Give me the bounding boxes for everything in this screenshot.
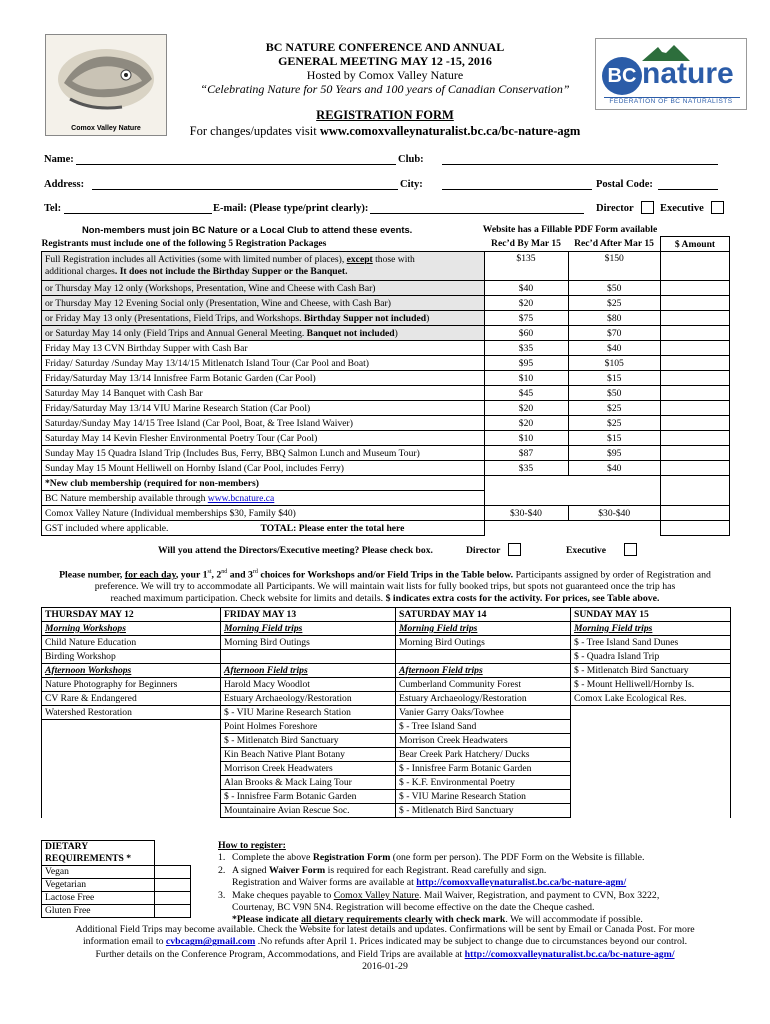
row-description: Friday/ Saturday /Sunday May 13/14/15 Mitlenatch Island Tour (Car Pool and Boat) [42, 356, 485, 371]
schedule-row [42, 804, 731, 818]
director-checkbox[interactable] [641, 201, 654, 214]
tagline: “Celebrating Nature for 50 Years and 100 years of Canadian Conservation” [200, 82, 570, 96]
schedule-section-heading: Morning Workshops [42, 622, 221, 636]
schedule-activity[interactable]: Bear Creek Park Hatchery/ Ducks [396, 748, 571, 762]
schedule-activity[interactable]: $ - VIU Marine Research Station [396, 790, 571, 804]
col-amount: $ Amount [661, 237, 730, 252]
schedule-activity[interactable]: Nature Photography for Beginners [42, 678, 221, 692]
price-after-mar15: $40 [568, 341, 661, 356]
bcnature-link[interactable]: www.bcnature.ca [207, 492, 275, 504]
price-by-mar15: $60 [484, 326, 568, 341]
full-registration-desc: Full Registration includes all Activities (some with limited number of places), except those with additional charges. It does not include the Birthday Supper or the Banquet. [42, 252, 485, 281]
cvn-price-after: $30-$40 [568, 506, 661, 521]
schedule-activity [571, 776, 731, 790]
price-after-mar15: $25 [568, 401, 661, 416]
address-label: Address: [44, 179, 85, 190]
price-after-mar15: $80 [568, 311, 661, 326]
price-after-mar15: $70 [568, 326, 661, 341]
tel-label: Tel: [44, 203, 62, 214]
registration-row [42, 401, 730, 416]
schedule-row [42, 762, 731, 776]
schedule-activity[interactable]: Mountainaire Avian Rescue Soc. [221, 804, 396, 818]
price-after-mar15: $25 [568, 296, 661, 311]
fillable-note: Website has a Fillable PDF Form available [482, 224, 658, 235]
row-description: Saturday May 14 Banquet with Cash Bar [42, 386, 485, 401]
amount-cell[interactable] [661, 446, 730, 461]
gst-row: GST included where applicable. TOTAL: Please enter the total here [42, 521, 485, 536]
price-by-mar15: $87 [484, 446, 568, 461]
address-field[interactable] [92, 189, 398, 190]
price-by-mar15: $40 [484, 281, 568, 296]
schedule-activity[interactable]: $ - Mitlenatch Bird Sanctuary [396, 804, 571, 818]
schedule-row [42, 636, 731, 650]
schedule-row [42, 776, 731, 790]
row-description: Friday/Saturday May 13/14 Innisfree Farm Botanic Garden (Car Pool) [42, 371, 485, 386]
schedule-activity [42, 720, 221, 734]
registration-row [42, 416, 730, 431]
amount-cell[interactable] [661, 311, 730, 326]
registration-table [41, 236, 730, 536]
friday-header: FRIDAY MAY 13 [221, 608, 396, 622]
host-line: Hosted by Comox Valley Nature [306, 68, 464, 82]
price-after-mar15: $50 [568, 281, 661, 296]
how-to-register [218, 840, 738, 927]
executive-label: Executive [660, 203, 704, 214]
nature-wordmark: nature [642, 57, 734, 90]
schedule-activity [571, 790, 731, 804]
schedule-section-heading: Afternoon Workshops [42, 664, 221, 678]
row-description: Sunday May 15 Quadra Island Trip (Includes Bus, Ferry, BBQ Salmon Lunch and Museum Tour) [42, 446, 485, 461]
schedule-activity[interactable]: $ - Mount Helliwell/Hornby Is. [571, 678, 731, 692]
registration-row [42, 356, 730, 371]
diet-vegan: Vegan [42, 866, 155, 879]
amount-cell[interactable] [661, 326, 730, 341]
schedule-section-heading: Morning Field trips [221, 622, 396, 636]
schedule-activity[interactable]: Watershed Restoration [42, 706, 221, 720]
membership-row: BC Nature membership available through www.bcnature.ca [42, 491, 485, 506]
schedule-activity[interactable]: Morrison Creek Headwaters [221, 762, 396, 776]
schedule-row [42, 706, 731, 720]
amount-cell[interactable] [661, 431, 730, 446]
executive-q-checkbox[interactable] [624, 543, 637, 556]
register-title: How to register: [218, 840, 286, 851]
registration-row [42, 311, 730, 326]
schedule-activity[interactable]: Birding Workshop [42, 650, 221, 664]
price-after-mar15: $25 [568, 416, 661, 431]
postal-label: Postal Code: [596, 179, 653, 190]
logo-caption: Comox Valley Nature [71, 125, 141, 132]
schedule-activity[interactable]: $ - K.F. Environmental Poetry [396, 776, 571, 790]
registration-row [42, 341, 730, 356]
schedule-section-heading: Morning Field trips [396, 622, 571, 636]
schedule-section-heading: Afternoon Field trips [396, 664, 571, 678]
price-by-mar15: $45 [484, 386, 568, 401]
step-2: 2. A signed Waiver Form is required for each Registrant. Read carefully and sign. [218, 864, 547, 876]
dietary-table [41, 840, 191, 918]
schedule-activity[interactable]: $ - Quadra Island Trip [571, 650, 731, 664]
schedule-activity[interactable]: CV Rare & Endangered [42, 692, 221, 706]
step-3: 3. Make cheques payable to Comox Valley Nature. Mail Waiver, Registration, and payment to CVN, Box 3222, [218, 889, 660, 901]
diet-checkbox[interactable] [154, 866, 191, 879]
schedule-activity[interactable]: Kin Beach Native Plant Botany [221, 748, 396, 762]
price-by-mar15: $75 [484, 311, 568, 326]
registration-row [42, 461, 730, 476]
email-link[interactable]: cvbcagm@gmail.com [165, 936, 256, 948]
schedule-row [42, 622, 731, 636]
executive-q-label: Executive [566, 545, 606, 556]
price-after-mar15: $95 [568, 446, 661, 461]
schedule-activity[interactable]: Morrison Creek Headwaters [396, 734, 571, 748]
changes-prefix: For changes/updates visit [189, 124, 320, 138]
director-label: Director [596, 203, 634, 214]
name-field[interactable] [76, 164, 396, 165]
step-1: 1. Complete the above Registration Form (one form per person). The PDF Form on the Website is fillable. [218, 852, 645, 864]
amount-cell[interactable] [661, 461, 730, 476]
schedule-table [41, 607, 731, 818]
thursday-header: THURSDAY MAY 12 [42, 608, 221, 622]
schedule-row [42, 790, 731, 804]
schedule-activity[interactable]: Child Nature Education [42, 636, 221, 650]
row-description: Saturday May 14 Kevin Flesher Environmental Poetry Tour (Car Pool) [42, 431, 485, 446]
conference-title-line1: BC NATURE CONFERENCE AND ANNUAL [265, 40, 505, 54]
city-label: City: [400, 179, 423, 190]
schedule-activity[interactable]: Comox Lake Ecological Res. [571, 692, 731, 706]
new-club-row: *New club membership (required for non-members) [42, 476, 485, 491]
amount-cell[interactable] [661, 416, 730, 431]
schedule-activity[interactable]: Morning Bird Outings [221, 636, 396, 650]
footer [30, 924, 740, 974]
schedule-row [42, 748, 731, 762]
footer-line1: Additional Field Trips may become available. Check the Website for latest details and updates. Confirmations will be sent by Email or Canada Post. For more [75, 924, 695, 935]
price-after-mar15: $50 [568, 386, 661, 401]
row-description: Friday/Saturday May 13/14 VIU Marine Research Station (Car Pool) [42, 401, 485, 416]
price-by-mar15: $95 [484, 356, 568, 371]
schedule-section-heading: Afternoon Field trips [221, 664, 396, 678]
conference-title-line2: GENERAL MEETING MAY 12 -15, 2016 [278, 54, 492, 68]
comox-valley-nature-logo [45, 34, 167, 136]
tel-field[interactable] [64, 213, 212, 214]
changes-url[interactable]: www.comoxvalleynaturalist.bc.ca/bc-nature-agm [319, 124, 581, 138]
director-q-label: Director [466, 545, 501, 556]
price-by-mar15: $10 [484, 431, 568, 446]
saturday-header: SATURDAY MAY 14 [396, 608, 571, 622]
dietary-note: *Please indicate all dietary requirements clearly with check mark. We will accommodate if possible. [232, 914, 643, 926]
schedule-activity [571, 762, 731, 776]
footer-line3: Further details on the Conference Program, Accommodations, and Field Trips are available at http://comoxvalleynaturalist.bc.ca/bc-nature-agm/ [95, 948, 675, 960]
schedule-section-heading: Morning Field trips [571, 622, 731, 636]
schedule-activity[interactable]: Alan Brooks & Mack Laing Tour [221, 776, 396, 790]
amount-cell[interactable] [661, 281, 730, 296]
club-field[interactable] [442, 164, 718, 165]
col-after-mar15: Rec’d After Mar 15 [568, 237, 661, 252]
email-field[interactable] [370, 213, 584, 214]
executive-checkbox[interactable] [711, 201, 724, 214]
total-cell[interactable] [661, 521, 730, 536]
row-description: Sunday May 15 Mount Helliwell on Hornby Island (Car Pool, includes Ferry) [42, 461, 485, 476]
changes-line [120, 124, 650, 139]
schedule-row [42, 720, 731, 734]
schedule-activity [396, 650, 571, 664]
price-after-mar15: $15 [568, 371, 661, 386]
schedule-activity[interactable]: $ - VIU Marine Research Station [221, 706, 396, 720]
schedule-row [42, 664, 731, 678]
diet-checkbox[interactable] [154, 892, 191, 905]
price-by-mar15: $20 [484, 416, 568, 431]
row-description: Saturday/Sunday May 14/15 Tree Island (Car Pool, Boat, & Tree Island Waiver) [42, 416, 485, 431]
schedule-activity[interactable]: Harold Macy Woodlot [221, 678, 396, 692]
schedule-activity[interactable]: $ - Innisfree Farm Botanic Garden [221, 790, 396, 804]
cvn-price-by: $30-$40 [484, 506, 568, 521]
row-description: or Thursday May 12 only (Workshops, Presentation, Wine and Cheese with Cash Bar) [42, 281, 485, 296]
price-by-mar15: $20 [484, 401, 568, 416]
full-price-by: $135 [484, 252, 568, 281]
schedule-activity[interactable]: $ - Tree Island Sand [396, 720, 571, 734]
schedule-activity[interactable]: Estuary Archaeology/Restoration [396, 692, 571, 706]
registration-row [42, 326, 730, 341]
price-by-mar15: $35 [484, 461, 568, 476]
schedule-activity [221, 650, 396, 664]
nonmembers-note: Non-members must join BC Nature or a Local Club to attend these events. [82, 224, 413, 235]
form-date: 2016-01-29 [362, 961, 408, 973]
diet-lactose-free: Lactose Free [42, 892, 155, 905]
schedule-activity [42, 748, 221, 762]
sunday-header: SUNDAY MAY 15 [571, 608, 731, 622]
schedule-row [42, 678, 731, 692]
schedule-activity [571, 706, 731, 720]
diet-vegetarian: Vegetarian [42, 879, 155, 892]
amount-cell[interactable] [661, 252, 730, 281]
diet-checkbox[interactable] [154, 879, 191, 892]
schedule-activity[interactable]: $ - Innisfree Farm Botanic Garden [396, 762, 571, 776]
schedule-activity [42, 776, 221, 790]
row-description: Friday May 13 CVN Birthday Supper with Cash Bar [42, 341, 485, 356]
email-label: E-mail: (Please type/print clearly): [213, 203, 369, 214]
schedule-activity[interactable]: $ - Mitlenatch Bird Sanctuary [221, 734, 396, 748]
price-by-mar15: $20 [484, 296, 568, 311]
packages-heading: Registrants must include one of the following 5 Registration Packages [42, 237, 485, 252]
price-by-mar15: $10 [484, 371, 568, 386]
schedule-activity [42, 734, 221, 748]
registration-row [42, 371, 730, 386]
schedule-activity[interactable]: $ - Mitlenatch Bird Sanctuary [571, 664, 731, 678]
amount-cell[interactable] [661, 356, 730, 371]
postal-field[interactable] [658, 189, 718, 190]
diet-gluten-free: Gluten Free [42, 905, 155, 918]
dietary-title: DIETARY REQUIREMENTS * [42, 841, 155, 866]
instructions: Please number, for each day, your 1st, 2nd and 3rd choices for Workshops and/or Field Trips in the Table below. Participants assigned by order of Registration and preference. We will try to accommodate all Participants. We will maintain wait lists for fully booked trips, but spots not guaranteed once the trip has reached maximum participation. Check website for limits and details. $ indicates extra costs for the activity. For prices, see Table above. [59, 569, 711, 605]
name-label: Name: [44, 154, 74, 165]
row-description: or Saturday May 14 only (Field Trips and Annual General Meeting. Banquet not included) [42, 326, 485, 341]
club-label: Club: [398, 154, 424, 165]
amount-cell[interactable] [661, 386, 730, 401]
city-field[interactable] [442, 189, 592, 190]
directors-question: Will you attend the Directors/Executive meeting? Please check box. [158, 545, 433, 556]
details-link[interactable]: http://comoxvalleynaturalist.bc.ca/bc-nature-agm/ [464, 948, 675, 960]
registration-row [42, 281, 730, 296]
schedule-activity[interactable]: Estuary Archaeology/Restoration [221, 692, 396, 706]
amount-cell[interactable] [661, 371, 730, 386]
cvn-membership-row: Comox Valley Nature (Individual memberships $30, Family $40) [42, 506, 485, 521]
step-2-forms: Registration and Waiver forms are available at http://comoxvalleynaturalist.bc.ca/bc-nature-agm/ [232, 877, 627, 889]
schedule-activity [571, 804, 731, 818]
schedule-activity [571, 748, 731, 762]
schedule-activity [42, 762, 221, 776]
schedule-activity[interactable]: Cumberland Community Forest [396, 678, 571, 692]
director-q-checkbox[interactable] [508, 543, 521, 556]
amount-cell[interactable] [661, 296, 730, 311]
form-title: REGISTRATION FORM [316, 108, 454, 122]
diet-checkbox[interactable] [154, 905, 191, 918]
bc-badge: BC [602, 57, 642, 95]
price-by-mar15: $35 [484, 341, 568, 356]
price-after-mar15: $105 [568, 356, 661, 371]
schedule-row [42, 734, 731, 748]
registration-row [42, 296, 730, 311]
full-price-after: $150 [568, 252, 661, 281]
schedule-activity[interactable]: Point Holmes Foreshore [221, 720, 396, 734]
federation-text: FEDERATION OF BC NATURALISTS [609, 98, 733, 105]
schedule-activity [42, 790, 221, 804]
registration-row [42, 386, 730, 401]
row-description: or Thursday May 12 Evening Social only (Presentation, Wine and Cheese, with Cash Bar) [42, 296, 485, 311]
footer-line2: information email to cvbcagm@gmail.com .No refunds after April 1. Prices indicated may be subject to change due to circumstances beyond our control. [82, 936, 688, 948]
schedule-activity [571, 720, 731, 734]
step-3-address: Courtenay, BC V9N 5N4. Registration will become effective on the date the Cheque cashed. [232, 902, 595, 914]
price-after-mar15: $15 [568, 431, 661, 446]
schedule-activity[interactable]: Morning Bird Outings [396, 636, 571, 650]
registration-row [42, 431, 730, 446]
schedule-activity[interactable]: Vanier Garry Oaks/Towhee [396, 706, 571, 720]
col-by-mar15: Rec’d By Mar 15 [484, 237, 568, 252]
schedule-activity[interactable]: $ - Tree Island Sand Dunes [571, 636, 731, 650]
schedule-activity [571, 734, 731, 748]
amount-cell[interactable] [661, 401, 730, 416]
schedule-activity [42, 804, 221, 818]
schedule-row [42, 650, 731, 664]
schedule-row [42, 692, 731, 706]
whale-art-icon [52, 39, 160, 119]
amount-cell[interactable] [661, 341, 730, 356]
amount-cell[interactable] [661, 506, 730, 521]
row-description: or Friday May 13 only (Presentations, Field Trips, and Workshops. Birthday Supper not included) [42, 311, 485, 326]
price-after-mar15: $40 [568, 461, 661, 476]
agm-link[interactable]: http://comoxvalleynaturalist.bc.ca/bc-nature-agm/ [416, 877, 627, 889]
registration-row [42, 446, 730, 461]
